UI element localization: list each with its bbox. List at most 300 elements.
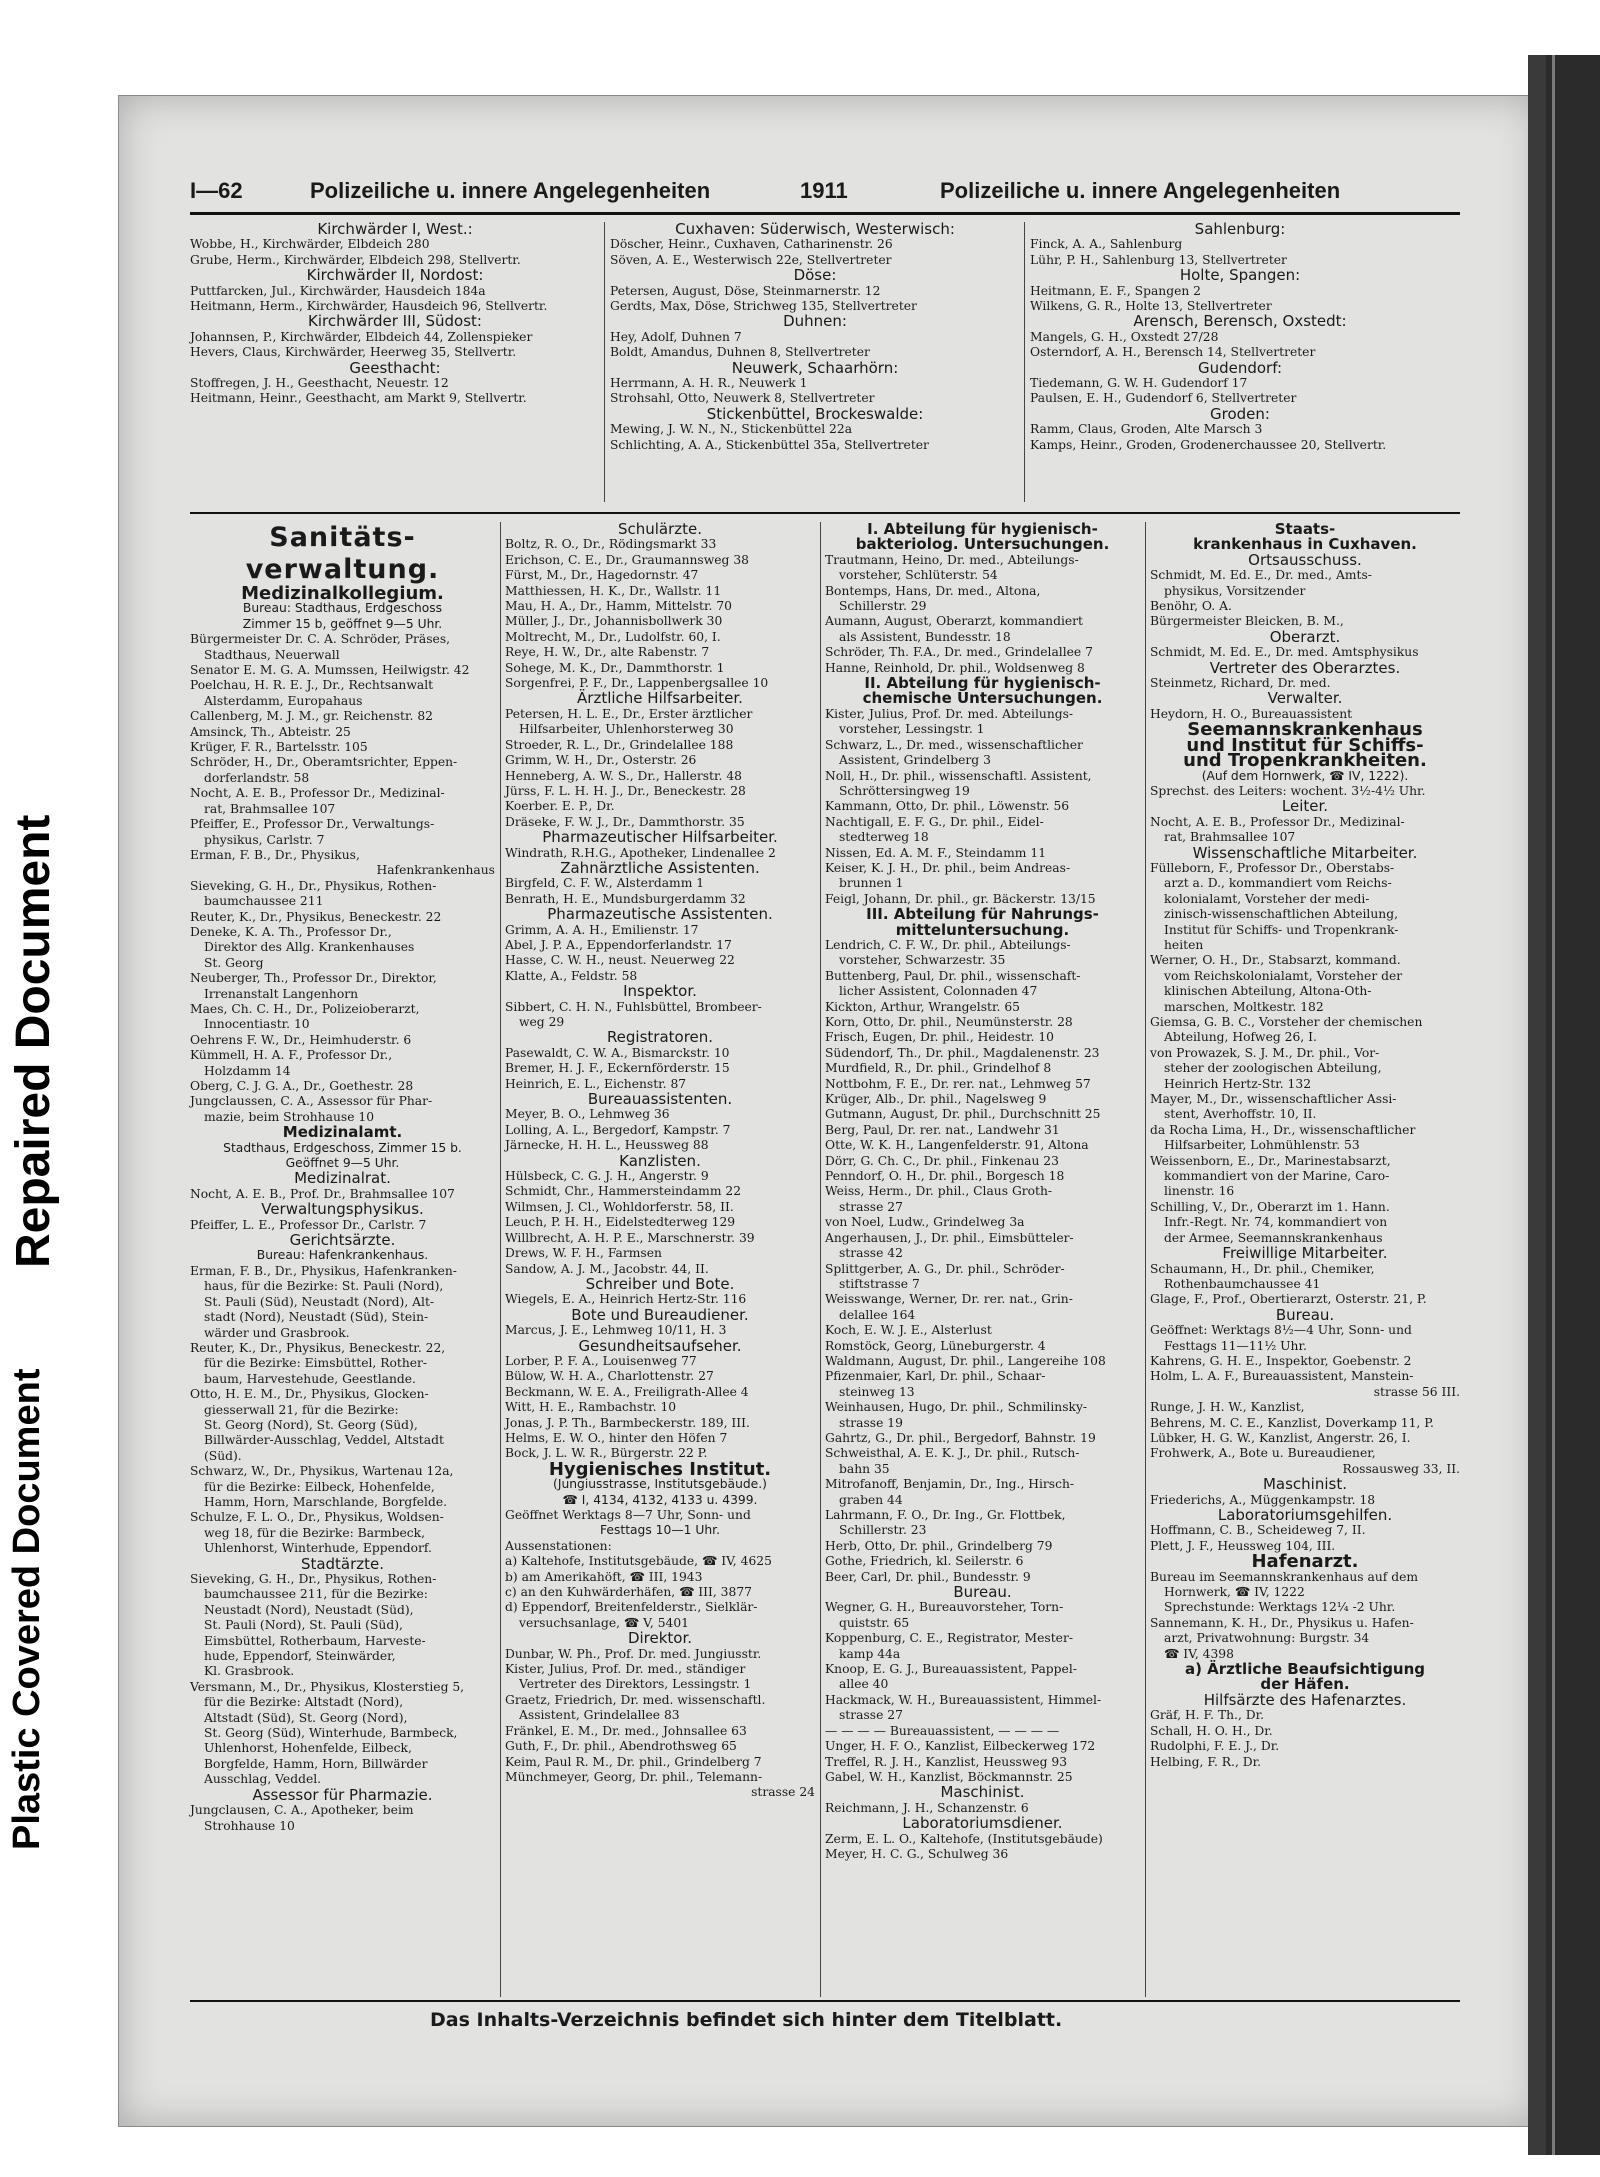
entry-line: Puttfarcken, Jul., Kirchwärder, Hausdeich 184a xyxy=(190,283,486,298)
entry-line: licher Assistent, Colonnaden 47 xyxy=(839,984,1038,999)
entry-line: Heinrich Hertz-Str. 132 xyxy=(1164,1076,1312,1091)
section-heading: Ortsausschuss. xyxy=(1248,550,1362,569)
repaired-document-label: Repaired Document xyxy=(7,814,60,1268)
entry-line: Versmann, M., Dr., Physikus, Klosterstieg 5, xyxy=(190,1679,465,1694)
entry-line: Schröder, H., Dr., Oberamtsrichter, Eppen- xyxy=(190,755,458,770)
section-heading: Bureau. xyxy=(953,1583,1012,1602)
top-column-3 xyxy=(1030,222,1450,453)
entry-line: Otte, W. K. H., Langenfelderstr. 91, Altona xyxy=(825,1138,1089,1153)
footer-rule xyxy=(190,2000,1460,2002)
entry-line: kommandiert von der Marine, Caro- xyxy=(1164,1169,1390,1184)
entry-line: Schilling, V., Dr., Oberarzt im 1. Hann. xyxy=(1150,1199,1390,1214)
entry-line: St. Pauli (Süd), Neustadt (Nord), Alt- xyxy=(204,1294,435,1309)
entry-line: Bontemps, Hans, Dr. med., Altona, xyxy=(825,583,1041,598)
entry-line: Waldmann, August, Dr. phil., Langereihe 108 xyxy=(825,1353,1106,1368)
entry-line: steher der zoologischen Abteilung, xyxy=(1164,1061,1382,1076)
entry-line: Geöffnet: Werktags 8½—4 Uhr, Sonn- und xyxy=(1150,1323,1412,1338)
entry-line: Kickton, Arthur, Wrangelstr. 65 xyxy=(825,999,1020,1014)
entry-line: Wegner, G. H., Bureauvorsteher, Torn- xyxy=(825,1600,1064,1615)
entry-line: Strohhause 10 xyxy=(204,1818,295,1833)
entry-line: Schlichting, A. A., Stickenbüttel 35a, Stellvertreter xyxy=(610,437,929,452)
entry-line: stiftstrasse 7 xyxy=(839,1276,920,1291)
entry-line: Alsterdamm, Europahaus xyxy=(204,693,363,708)
entry-line: baumchaussee 211 xyxy=(204,894,324,909)
section-heading: Groden: xyxy=(1210,404,1270,423)
entry-line: Aumann, August, Oberarzt, kommandiert xyxy=(825,614,1083,629)
entry-line: Nocht, A. E. B., Prof. Dr., Brahmsallee 107 xyxy=(190,1186,455,1201)
entry-line: Rothenbaumchaussee 41 xyxy=(1164,1276,1321,1291)
entry-line: Schillerstr. 23 xyxy=(839,1523,927,1538)
entry-line: Geöffnet Werktags 8—7 Uhr, Sonn- und xyxy=(505,1508,751,1522)
entry-line: Keim, Paul R. M., Dr. phil., Grindelberg 7 xyxy=(505,1754,762,1769)
entry-line: Henneberg, A. W. S., Dr., Hallerstr. 48 xyxy=(505,768,742,783)
section-heading: krankenhaus in Cuxhaven. xyxy=(1193,535,1417,554)
section-heading: verwaltung. xyxy=(245,554,440,585)
entry-line: Frohwerk, A., Bote u. Bureaudiener, xyxy=(1150,1446,1376,1461)
entry-line: Wiegels, E. A., Heinrich Hertz-Str. 116 xyxy=(505,1292,747,1307)
entry-line: Festtags 10—1 Uhr. xyxy=(600,1523,720,1538)
entry-line: Mangels, G. H., Oxstedt 27/28 xyxy=(1030,329,1219,344)
entry-line: Nocht, A. E. B., Professor Dr., Medizinal- xyxy=(190,786,445,801)
entry-line: Bureau im Seemannskrankenhaus auf dem xyxy=(1150,1569,1419,1584)
plastic-covered-label: Plastic Covered Document xyxy=(6,1368,48,1850)
entry-line: Frisch, Eugen, Dr. phil., Heidestr. 10 xyxy=(825,1030,1054,1045)
entry-line: marschen, Moltkestr. 182 xyxy=(1164,999,1324,1014)
entry-line: Irrenanstalt Langenhorn xyxy=(204,986,359,1001)
entry-line: Benöhr, O. A. xyxy=(1150,599,1232,614)
entry-line: Wobbe, H., Kirchwärder, Elbdeich 280 xyxy=(190,237,430,252)
entry-line: Rossausweg 33, II. xyxy=(1342,1461,1460,1476)
entry-line: Bremer, H. J. F., Eckernförderstr. 15 xyxy=(505,1061,730,1076)
section-heading: Gudendorf: xyxy=(1197,358,1283,377)
entry-line: Feigl, Johann, Dr. phil., gr. Bäckerstr. 13/15 xyxy=(825,891,1096,906)
entry-line: Klatte, A., Feldstr. 58 xyxy=(505,968,638,983)
section-heading: Bureau. xyxy=(1275,1305,1335,1324)
column-abteilungen xyxy=(825,522,1140,1862)
entry-line: Gabel, W. H., Kanzlist, Böckmannstr. 25 xyxy=(825,1769,1073,1784)
entry-line: Hilfsarbeiter, Uhlenhorsterweg 30 xyxy=(519,722,734,737)
top-column-2 xyxy=(610,222,1020,453)
entry-line: Petersen, August, Döse, Steinmarnerstr. 12 xyxy=(610,283,881,298)
entry-line: hude, Eppendorf, Steinwärder, xyxy=(204,1649,396,1664)
entry-line: Hoffmann, C. B., Scheideweg 7, II. xyxy=(1150,1523,1366,1538)
section-heading: Schulärzte. xyxy=(617,520,703,538)
book-gutter xyxy=(1528,55,1546,2155)
entry-line: Zerm, E. L. O., Kaltehofe, (Institutsgebäude) xyxy=(825,1831,1103,1846)
section-heading: Cuxhaven: Süderwisch, Westerwisch: xyxy=(675,220,955,238)
entry-line: (Süd). xyxy=(204,1448,242,1463)
entry-line: für die Bezirke: Eilbeck, Hohenfelde, xyxy=(204,1479,435,1494)
section-heading: und Tropenkrankheiten. xyxy=(1183,750,1427,772)
entry-line: Sibbert, C. H. N., Fuhlsbüttel, Brombeer- xyxy=(505,999,762,1014)
entry-line: Schröttersingweg 19 xyxy=(839,783,970,798)
entry-line: Willbrecht, A. H. P. E., Marschnerstr. 39 xyxy=(505,1230,755,1245)
entry-line: Schröder, Th. F.A., Dr. med., Grindelallee 7 xyxy=(825,645,1093,660)
entry-line: quiststr. 65 xyxy=(839,1615,910,1630)
entry-line: Hilfsarbeiter, Lohmühlenstr. 53 xyxy=(1164,1138,1360,1153)
entry-line: strasse 24 xyxy=(751,1785,815,1800)
entry-line: Altstadt (Süd), St. Georg (Nord), xyxy=(204,1710,408,1725)
column-divider xyxy=(604,222,605,502)
entry-line: Maes, Ch. C. H., Dr., Polizeioberarzt, xyxy=(190,1001,420,1016)
entry-line: Vertreter des Direktors, Lessingstr. 1 xyxy=(519,1677,752,1692)
adjacent-page-edge xyxy=(1546,55,1600,2155)
section-heading: Holte, Spangen: xyxy=(1179,266,1301,285)
entry-line: Helbing, F. R., Dr. xyxy=(1150,1754,1262,1769)
entry-line: Infr.-Regt. Nr. 74, kommandiert von xyxy=(1164,1215,1388,1230)
entry-line: Grube, Herm., Kirchwärder, Elbdeich 298, Stellvertr. xyxy=(190,252,521,267)
entry-line: Ramm, Claus, Groden, Alte Marsch 3 xyxy=(1030,422,1263,437)
section-heading: Zahnärztliche Assistenten. xyxy=(560,858,760,877)
entry-line: Windrath, R.H.G., Apotheker, Lindenallee 2 xyxy=(505,845,776,860)
entry-line: Gräf, H. F. Th., Dr. xyxy=(1150,1708,1265,1723)
entry-line: Lühr, P. H., Sahlenburg 13, Stellvertreter xyxy=(1030,252,1287,267)
section-heading: Assessor für Pharmazie. xyxy=(252,1785,433,1804)
entry-line: Senator E. M. G. A. Mumssen, Heilwigstr. 42 xyxy=(190,663,470,678)
entry-line: heiten xyxy=(1164,937,1204,952)
section-heading: Hygienisches Institut. xyxy=(548,1458,772,1480)
entry-line: Gerdts, Max, Döse, Strichweg 135, Stellvertreter xyxy=(610,299,917,314)
entry-line: Heinrich, E. L., Eichenstr. 87 xyxy=(505,1076,687,1091)
section-heading: und Institut für Schiffs- xyxy=(1186,734,1424,756)
entry-line: Matthiessen, H. K., Dr., Wallstr. 11 xyxy=(505,583,722,598)
section-heading: Medizinalkollegium. xyxy=(241,583,444,604)
entry-line: Wilkens, G. R., Holte 13, Stellvertreter xyxy=(1030,299,1272,314)
entry-line: Treffel, R. J. H., Kanzlist, Heussweg 93 xyxy=(825,1754,1068,1769)
entry-line: Deneke, K. A. Th., Professor Dr., xyxy=(190,924,392,939)
entry-line: Erman, F. B., Dr., Physikus, xyxy=(190,847,360,862)
entry-line: Gothe, Friedrich, kl. Seilerstr. 6 xyxy=(825,1554,1024,1569)
entry-line: bahn 35 xyxy=(839,1461,890,1476)
entry-line: delallee 164 xyxy=(839,1307,916,1322)
entry-line: Reuter, K., Dr., Physikus, Beneckestr. 22 xyxy=(190,909,442,924)
entry-line: Bureau: Hafenkrankenhaus. xyxy=(256,1248,429,1263)
entry-line: Krüger, Alb., Dr. phil., Nagelsweg 9 xyxy=(825,1092,1047,1107)
entry-line: Kl. Grasbrook. xyxy=(204,1664,295,1679)
entry-line: Geöffnet 9—5 Uhr. xyxy=(285,1156,400,1171)
entry-line: Stadthaus, Neuerwall xyxy=(204,647,340,662)
entry-line: (Auf dem Hornwerk, ☎ IV, 1222). xyxy=(1201,768,1409,783)
entry-line: Heitmann, Heinr., Geesthacht, am Markt 9, Stellvertr. xyxy=(190,391,527,406)
entry-line: Schmidt, M. Ed. E., Dr. med. Amtsphysikus xyxy=(1150,645,1419,660)
entry-line: Assistent, Grindelallee 83 xyxy=(519,1708,680,1723)
entry-line: Benrath, H. E., Mundsburgerdamm 32 xyxy=(505,891,746,906)
entry-line: Penndorf, O. H., Dr. phil., Borgesch 18 xyxy=(825,1169,1065,1184)
section-heading: III. Abteilung für Nahrungs- xyxy=(866,905,1099,924)
entry-line: Bock, J. L. W. R., Bürgerstr. 22 P. xyxy=(505,1446,708,1461)
entry-line: arzt, Privatwohnung: Burgstr. 34 xyxy=(1164,1631,1370,1646)
entry-line: Strohsahl, Otto, Neuwerk 8, Stellvertreter xyxy=(610,391,875,406)
section-heading: Verwaltungsphysikus. xyxy=(261,1200,424,1219)
entry-line: Mau, H. A., Dr., Hamm, Mittelstr. 70 xyxy=(505,599,732,614)
section-heading: Duhnen: xyxy=(783,312,847,331)
entry-line: Kister, Julius, Prof. Dr. med., ständiger xyxy=(505,1662,746,1677)
entry-line: Dunbar, W. Ph., Prof. Dr. med. Jungiusstr. xyxy=(505,1646,762,1661)
entry-line: Koch, E. W. J. E., Alsterlust xyxy=(825,1323,992,1338)
column-divider xyxy=(1024,222,1025,502)
section-heading: Gerichtsärzte. xyxy=(289,1231,396,1250)
entry-line: Stroeder, R. L., Dr., Grindelallee 188 xyxy=(505,737,734,752)
entry-line: Nissen, Ed. A. M. F., Steindamm 11 xyxy=(825,845,1047,860)
entry-line: Wilmsen, J. Cl., Wohldorferstr. 58, II. xyxy=(505,1199,734,1214)
entry-line: mazie, beim Strohhause 10 xyxy=(204,1109,375,1124)
entry-line: Dräseke, F. W. J., Dr., Dammthorstr. 35 xyxy=(505,814,745,829)
entry-line: Mewing, J. W. N., N., Stickenbüttel 22a xyxy=(610,422,853,437)
entry-line: Sohege, M. K., Dr., Dammthorstr. 1 xyxy=(505,660,725,675)
section-heading: Döse: xyxy=(793,266,837,285)
entry-line: vorsteher, Lessingstr. 1 xyxy=(839,722,985,737)
entry-line: Kammann, Otto, Dr. phil., Löwenstr. 56 xyxy=(825,799,1070,814)
entry-line: vorsteher, Schwarzestr. 35 xyxy=(839,953,1006,968)
section-heading: I. Abteilung für hygienisch- xyxy=(867,520,1098,538)
section-rule xyxy=(190,512,1460,514)
entry-line: baumchaussee 211, für die Bezirke: xyxy=(204,1587,428,1602)
entry-line: Schwarz, W., Dr., Physikus, Wartenau 12a, xyxy=(190,1464,454,1479)
entry-line: Direktor des Allg. Krankenhauses xyxy=(204,940,415,955)
entry-line: Finck, A. A., Sahlenburg xyxy=(1030,237,1183,252)
entry-line: Helms, E. W. O., hinter den Höfen 7 xyxy=(505,1430,728,1445)
section-heading: Hilfsärzte des Hafenarztes. xyxy=(1203,1690,1407,1709)
entry-line: Dörr, G. Ch. C., Dr. phil., Finkenau 23 xyxy=(825,1153,1059,1168)
entry-line: rat, Brahmsallee 107 xyxy=(1164,830,1296,845)
entry-line: Hornwerk, ☎ IV, 1222 xyxy=(1164,1585,1305,1600)
entry-line: Innocentiastr. 10 xyxy=(204,1017,310,1032)
entry-line: Boldt, Amandus, Duhnen 8, Stellvertreter xyxy=(610,345,870,360)
section-heading: Gesundheitsaufseher. xyxy=(578,1336,742,1355)
entry-line: Murdfield, R., Dr. phil., Grindelhof 8 xyxy=(825,1061,1052,1076)
entry-line: Meyer, H. C. G., Schulweg 36 xyxy=(825,1846,1009,1861)
section-heading: Direktor. xyxy=(627,1629,693,1648)
entry-line: physikus, Carlstr. 7 xyxy=(204,832,325,847)
entry-line: Koerber. E. P., Dr. xyxy=(505,799,615,814)
entry-line: c) an den Kuhwärderhäfen, ☎ III, 3877 xyxy=(505,1585,752,1600)
entry-line: kolonialamt, Vorsteher der medi- xyxy=(1164,891,1370,906)
entry-line: linenstr. 16 xyxy=(1164,1184,1235,1199)
entry-line: weg 29 xyxy=(519,1015,565,1029)
section-heading: Leiter. xyxy=(1281,797,1329,816)
section-heading: Laboratoriumsdiener. xyxy=(902,1814,1063,1833)
entry-line: Heitmann, E. F., Spangen 2 xyxy=(1030,283,1202,298)
entry-line: Neuberger, Th., Professor Dr., Direktor, xyxy=(190,971,437,986)
entry-line: Knoop, E. G. J., Bureauassistent, Pappel- xyxy=(825,1662,1077,1677)
section-heading: Inspektor. xyxy=(623,982,697,1001)
entry-line: Schillerstr. 29 xyxy=(839,599,927,614)
entry-line: Söven, A. E., Westerwisch 22e, Stellvertreter xyxy=(610,252,892,267)
entry-line: Osterndorf, A. H., Berensch 14, Stellvertreter xyxy=(1030,345,1316,360)
entry-line: d) Eppendorf, Breitenfelderstr., Sielklär- xyxy=(505,1600,758,1615)
section-heading: chemische Untersuchungen. xyxy=(862,689,1103,708)
entry-line: von Prowazek, S. J. M., Dr. phil., Vor- xyxy=(1150,1045,1380,1060)
section-heading: Geesthacht: xyxy=(349,358,441,377)
entry-line: Schweisthal, A. E. K. J., Dr. phil., Rutsch- xyxy=(825,1446,1080,1461)
entry-line: Gutmann, August, Dr. phil., Durchschnitt 25 xyxy=(825,1107,1101,1122)
entry-line: Beckmann, W. E. A., Freiligrath-Allee 4 xyxy=(505,1384,749,1399)
entry-line: Graetz, Friedrich, Dr. med. wissenschaftl. xyxy=(505,1692,766,1707)
entry-line: Reichmann, J. H., Schanzenstr. 6 xyxy=(825,1800,1029,1815)
section-heading: Schreiber und Bote. xyxy=(585,1274,735,1293)
section-heading: Stadtärzte. xyxy=(300,1554,385,1573)
column-krankenhaus xyxy=(1150,522,1460,1770)
column-sanitaetsverwaltung xyxy=(190,522,495,1834)
entry-line: ☎ IV, 4398 xyxy=(1164,1646,1234,1661)
entry-line: Berg, Paul, Dr. rer. nat., Landwehr 31 xyxy=(825,1122,1060,1137)
entry-line: Hey, Adolf, Duhnen 7 xyxy=(610,329,742,344)
entry-line: ☎ I, 4134, 4132, 4133 u. 4399. xyxy=(562,1492,758,1507)
entry-line: baum, Harvestehude, Geestlande. xyxy=(204,1371,416,1386)
entry-line: St. Georg (Nord), St. Georg (Süd), xyxy=(204,1417,418,1432)
entry-line: strasse 56 III. xyxy=(1373,1384,1460,1399)
section-heading: Vertreter des Oberarztes. xyxy=(1209,658,1401,677)
entry-line: Angerhausen, J., Dr. phil., Eimsbütteler- xyxy=(825,1230,1074,1245)
entry-line: Werner, O. H., Dr., Stabsarzt, kommand. xyxy=(1150,953,1401,968)
entry-line: Hülsbeck, C. G. J. H., Angerstr. 9 xyxy=(505,1169,709,1184)
entry-line: Glage, F., Prof., Obertierarzt, Osterstr. 21, P. xyxy=(1150,1292,1427,1307)
entry-line: Abteilung, Hofweg 26, I. xyxy=(1164,1030,1317,1045)
entry-line: Bureau: Stadthaus, Erdgeschoss xyxy=(242,601,443,616)
entry-line: Schulze, F. L. O., Dr., Physikus, Woldsen- xyxy=(190,1510,444,1525)
entry-line: vorsteher, Schlüterstr. 54 xyxy=(839,568,998,583)
entry-line: Uhlenhorst, Winterhude, Eppendorf. xyxy=(204,1541,432,1556)
entry-line: haus, für die Bezirke: St. Pauli (Nord), xyxy=(204,1279,444,1294)
entry-line: graben 44 xyxy=(839,1492,903,1507)
entry-line: Reuter, K., Dr., Physikus, Beneckestr. 22, xyxy=(190,1340,446,1355)
entry-line: Schmidt, M. Ed. E., Dr. med., Amts- xyxy=(1150,568,1372,583)
entry-line: rat, Brahmsallee 107 xyxy=(204,801,336,816)
entry-line: Sieveking, G. H., Dr., Physikus, Rothen- xyxy=(190,1572,437,1586)
entry-line: Pfeiffer, L. E., Professor Dr., Carlstr. 7 xyxy=(190,1217,427,1232)
entry-line: Oberg, C. J. G. A., Dr., Goethestr. 28 xyxy=(190,1079,414,1093)
entry-line: Borgfelde, Hamm, Horn, Billwärder xyxy=(204,1756,428,1771)
entry-line: Steinmetz, Richard, Dr. med. xyxy=(1150,676,1331,691)
entry-line: Jürss, F. L. H. H. J., Dr., Beneckestr. 28 xyxy=(505,783,746,798)
entry-line: Hafenkrankenhaus xyxy=(376,863,495,878)
entry-line: Nachtigall, E. F. G., Dr. phil., Eidel- xyxy=(825,814,1044,829)
section-heading: Kirchwärder II, Nordost: xyxy=(306,266,484,285)
section-heading: Maschinist. xyxy=(1262,1475,1347,1494)
entry-line: steinweg 13 xyxy=(839,1384,915,1399)
column-schulaerzte xyxy=(505,522,815,1801)
entry-line: Paulsen, E. H., Gudendorf 6, Stellvertreter xyxy=(1030,391,1297,406)
entry-line: strasse 27 xyxy=(839,1199,903,1214)
entry-line: Sieveking, G. H., Dr., Physikus, Rothen- xyxy=(190,878,437,893)
entry-line: Hamm, Horn, Marschlande, Borgfelde. xyxy=(204,1494,448,1509)
entry-line: für die Bezirke: Eimsbüttel, Rother- xyxy=(204,1356,428,1371)
entry-line: klinischen Abteilung, Altona-Oth- xyxy=(1164,984,1372,999)
entry-line: Pfeiffer, E., Professor Dr., Verwaltungs- xyxy=(190,817,435,832)
entry-line: Grimm, W. H., Dr., Osterstr. 26 xyxy=(505,753,697,768)
section-heading: Sanitäts- xyxy=(269,522,416,553)
entry-line: St. Pauli (Nord), St. Pauli (Süd), xyxy=(204,1618,403,1633)
entry-line: Holzdamm 14 xyxy=(204,1063,291,1078)
entry-line: Gahrtz, G., Dr. phil., Bergedorf, Bahnstr. 19 xyxy=(825,1430,1096,1445)
section-heading: Registratoren. xyxy=(606,1028,714,1047)
entry-line: Sprechstunde: Werktags 12¼ -2 Uhr. xyxy=(1164,1600,1396,1615)
entry-line: Hevers, Claus, Kirchwärder, Heerweg 35, Stellvertr. xyxy=(190,345,517,360)
entry-line: Splittgerber, A. G., Dr. phil., Schröder- xyxy=(825,1261,1065,1276)
top-column-1 xyxy=(190,222,600,407)
entry-line: von Noel, Ludw., Grindelweg 3a xyxy=(825,1215,1025,1230)
entry-line: Ausschlag, Veddel. xyxy=(204,1772,322,1787)
column-divider xyxy=(1145,522,1146,1997)
entry-line: Döscher, Heinr., Cuxhaven, Catharinenstr. 26 xyxy=(610,237,893,252)
entry-line: Giemsa, G. B. C., Vorsteher der chemischen xyxy=(1150,1015,1423,1029)
entry-line: Eimsbüttel, Rotherbaum, Harveste- xyxy=(204,1633,426,1648)
entry-line: Schmidt, Chr., Hammersteindamm 22 xyxy=(505,1184,742,1199)
entry-line: Assistent, Grindelberg 3 xyxy=(839,753,991,768)
entry-line: Unger, H. F. O., Kanzlist, Eilbeckerweg 172 xyxy=(825,1739,1096,1754)
footer-notice: Das Inhalts-Verzeichnis befindet sich hinter dem Titelblatt. xyxy=(430,2009,1063,2031)
entry-line: zinisch-wissenschaftlichen Abteilung, xyxy=(1164,907,1398,922)
entry-line: Schall, H. O. H., Dr. xyxy=(1150,1723,1273,1738)
section-heading: Stickenbüttel, Brockeswalde: xyxy=(706,404,924,423)
entry-line: Weinhausen, Hugo, Dr. phil., Schmilinsky- xyxy=(825,1400,1088,1415)
section-heading: Arensch, Berensch, Oxstedt: xyxy=(1133,312,1347,331)
entry-line: Reye, H. W., Dr., alte Rabenstr. 7 xyxy=(505,645,710,660)
entry-line: Kister, Julius, Prof. Dr. med. Abteilungs- xyxy=(825,706,1074,721)
section-heading: mitteluntersuchung. xyxy=(895,920,1070,939)
entry-line: a) Kaltehofe, Institutsgebäude, ☎ IV, 4625 xyxy=(505,1554,772,1569)
entry-line: Boltz, R. O., Dr., Rödingsmarkt 33 xyxy=(505,537,717,552)
column-divider xyxy=(820,522,821,1997)
entry-line: Institut für Schiffs- und Tropenkrank- xyxy=(1164,922,1399,937)
entry-line: Kümmell, H. A. F., Professor Dr., xyxy=(190,1048,393,1063)
entry-line: kamp 44a xyxy=(839,1646,901,1661)
entry-line: Korn, Otto, Dr. phil., Neumünsterstr. 28 xyxy=(825,1015,1073,1029)
entry-line: Järnecke, H. H. L., Heussweg 88 xyxy=(505,1138,709,1153)
section-heading: bakteriolog. Untersuchungen. xyxy=(855,535,1110,554)
entry-line: Drews, W. F. H., Farmsen xyxy=(505,1246,662,1261)
entry-line: Zimmer 15 b, geöffnet 9—5 Uhr. xyxy=(242,616,443,631)
header-rule xyxy=(190,212,1460,215)
section-heading: Wissenschaftliche Mitarbeiter. xyxy=(1192,843,1418,862)
entry-line: Johannsen, P., Kirchwärder, Elbdeich 44, Zollenspieker xyxy=(190,329,533,344)
entry-line: Birgfeld, C. F. W., Alsterdamm 1 xyxy=(505,876,705,891)
entry-line: Bürgermeister Bleicken, B. M., xyxy=(1150,614,1344,629)
entry-line: der Armee, Seemannskrankenhaus xyxy=(1164,1230,1383,1245)
entry-line: Lendrich, C. F. W., Dr. phil., Abteilungs- xyxy=(825,937,1071,952)
entry-line: dorferlandstr. 58 xyxy=(204,770,310,785)
entry-line: Herb, Otto, Dr. phil., Grindelberg 79 xyxy=(825,1538,1053,1553)
entry-line: Lorber, P. F. A., Louisenweg 77 xyxy=(505,1353,697,1368)
entry-line: Sannemann, K. H., Dr., Physikus u. Hafen- xyxy=(1150,1615,1414,1630)
entry-line: Münchmeyer, Georg, Dr. phil., Telemann- xyxy=(505,1769,763,1784)
section-heading: Bureauassistenten. xyxy=(587,1090,733,1109)
entry-line: strasse 19 xyxy=(839,1415,903,1430)
entry-line: Mayer, M., Dr., wissenschaftlicher Assi- xyxy=(1150,1092,1397,1107)
entry-line: Buttenberg, Paul, Dr. phil., wissenschaft- xyxy=(825,968,1081,983)
entry-line: Schaumann, H., Dr. phil., Chemiker, xyxy=(1150,1261,1375,1276)
entry-line: Sprechst. des Leiters: wochent. 3½-4½ Uhr. xyxy=(1150,783,1426,798)
entry-line: Kahrens, G. H. E., Inspektor, Goebenstr. 2 xyxy=(1150,1353,1412,1368)
entry-line: physikus, Vorsitzender xyxy=(1164,583,1306,598)
entry-line: Witt, H. E., Rambachstr. 10 xyxy=(505,1400,677,1415)
section-heading: II. Abteilung für hygienisch- xyxy=(864,674,1101,693)
section-heading: a) Ärztliche Beaufsichtigung xyxy=(1184,1660,1426,1679)
entry-line: allee 40 xyxy=(839,1677,889,1692)
entry-line: Lübker, H. G. W., Kanzlist, Angerstr. 26, I. xyxy=(1150,1430,1411,1445)
entry-line: Poelchau, H. R. E. J., Dr., Rechtsanwalt xyxy=(190,678,434,693)
entry-line: Abel, J. P. A., Eppendorferlandstr. 17 xyxy=(505,937,732,952)
page-number: I—62 xyxy=(190,178,243,203)
entry-line: weg 18, für die Bezirke: Barmbeck, xyxy=(204,1525,425,1540)
entry-line: Fürst, M., Dr., Hagedornstr. 47 xyxy=(505,568,699,583)
section-heading: Freiwillige Mitarbeiter. xyxy=(1222,1244,1388,1263)
entry-line: Pfizenmaier, Karl, Dr. phil., Schaar- xyxy=(825,1369,1046,1384)
entry-line: Stadthaus, Erdgeschoss, Zimmer 15 b. xyxy=(223,1140,462,1155)
entry-line: Friederichs, A., Müggenkampstr. 18 xyxy=(1150,1492,1376,1507)
entry-line: Jonas, J. P. Th., Barmbeckerstr. 189, III. xyxy=(505,1415,750,1430)
entry-line: stadt (Nord), Neustadt (Süd), Stein- xyxy=(204,1310,429,1325)
